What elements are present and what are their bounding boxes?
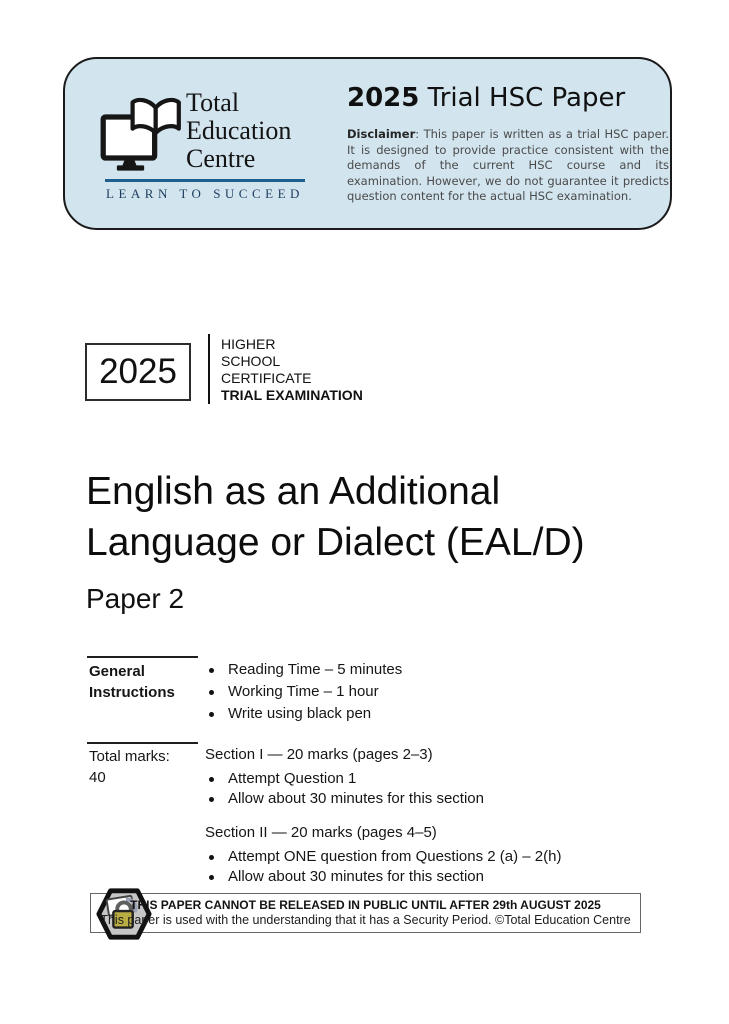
total-marks-label [89, 746, 170, 788]
paper-number: Paper 2 [86, 583, 185, 614]
bullet-icon [209, 797, 214, 802]
list-item [205, 868, 605, 888]
vertical-divider [208, 334, 210, 404]
section-1-block [205, 746, 605, 810]
trial-paper-year: 2025 [347, 83, 420, 113]
security-notice-text [91, 894, 640, 932]
list-item-text: Write using black pen [228, 705, 372, 722]
logo-tagline: LEARN TO SUCCEED [106, 186, 304, 201]
subject-title [86, 466, 585, 568]
logo-name-line: Education [186, 116, 292, 145]
disclaimer-body: : This paper is written as a trial HSC paper. It is designed to provide practice consistent with the demands of the current HSC course and its examination. However, we do not guarantee it predicts question content for the actual HSC examination. [347, 127, 669, 203]
year-box [85, 343, 191, 401]
section-heading: Section II — 20 marks (pages 4–5) [205, 824, 437, 841]
monitor-book-logo-icon [99, 95, 183, 179]
hsc-line: CERTIFICATE [221, 370, 312, 386]
bullet-icon [209, 668, 214, 673]
bullet-icon [209, 855, 214, 860]
general-instructions-rule [87, 656, 198, 658]
general-instructions-list [205, 661, 545, 727]
security-notice-subtext: This paper is used with the understanding that it has a Security Period. ©Total Education Centre [100, 913, 631, 927]
list-item [205, 661, 545, 683]
logo-name [186, 89, 291, 173]
list-item-text: Reading Time – 5 minutes [228, 661, 403, 678]
bullet-icon [209, 875, 214, 880]
general-instructions-label-line: Instructions [89, 684, 175, 701]
list-item [205, 683, 545, 705]
list-item [205, 848, 605, 868]
hsc-line: SCHOOL [221, 353, 281, 369]
total-marks-rule [87, 742, 198, 744]
bullet-icon [209, 690, 214, 695]
header-banner [63, 57, 672, 230]
logo-name-line: Centre [186, 144, 256, 173]
total-marks-caption: Total marks: [89, 748, 170, 765]
list-item [205, 705, 545, 727]
security-notice-headline: THIS PAPER CANNOT BE RELEASED IN PUBLIC UNTIL AFTER 29th AUGUST 2025 [130, 898, 601, 912]
bullet-icon [209, 777, 214, 782]
section-heading: Section I — 20 marks (pages 2–3) [205, 746, 433, 763]
subject-title-line: English as an Additional [86, 470, 501, 513]
section-2-list [205, 848, 605, 888]
hsc-line-trial-examination: TRIAL EXAMINATION [221, 387, 363, 403]
list-item [205, 790, 605, 810]
hsc-banner-text [221, 336, 363, 404]
disclaimer-paragraph [347, 127, 669, 205]
list-item-text: Allow about 30 minutes for this section [228, 868, 484, 885]
security-notice-box [90, 893, 641, 933]
list-item [205, 770, 605, 790]
disclaimer-label: Disclaimer [347, 127, 416, 141]
logo-divider-rule [105, 179, 305, 182]
trial-paper-title-rest: Trial HSC Paper [419, 83, 626, 113]
sections-column [205, 746, 605, 888]
general-instructions-label [89, 661, 175, 703]
year-value: 2025 [99, 352, 177, 391]
list-item-text: Attempt ONE question from Questions 2 (a) – 2(h) [228, 848, 562, 865]
general-instructions-label-line: General [89, 663, 145, 680]
bullet-icon [209, 712, 214, 717]
section-2-block [205, 824, 605, 888]
trial-paper-title [347, 83, 667, 113]
total-marks-value: 40 [89, 769, 106, 786]
logo-name-line: Total [186, 88, 240, 117]
list-item-text: Working Time – 1 hour [228, 683, 379, 700]
list-item-text: Allow about 30 minutes for this section [228, 790, 484, 807]
hsc-line: HIGHER [221, 336, 276, 352]
list-item-text: Attempt Question 1 [228, 770, 357, 787]
section-1-list [205, 770, 605, 810]
subject-title-line: Language or Dialect (EAL/D) [86, 521, 585, 564]
